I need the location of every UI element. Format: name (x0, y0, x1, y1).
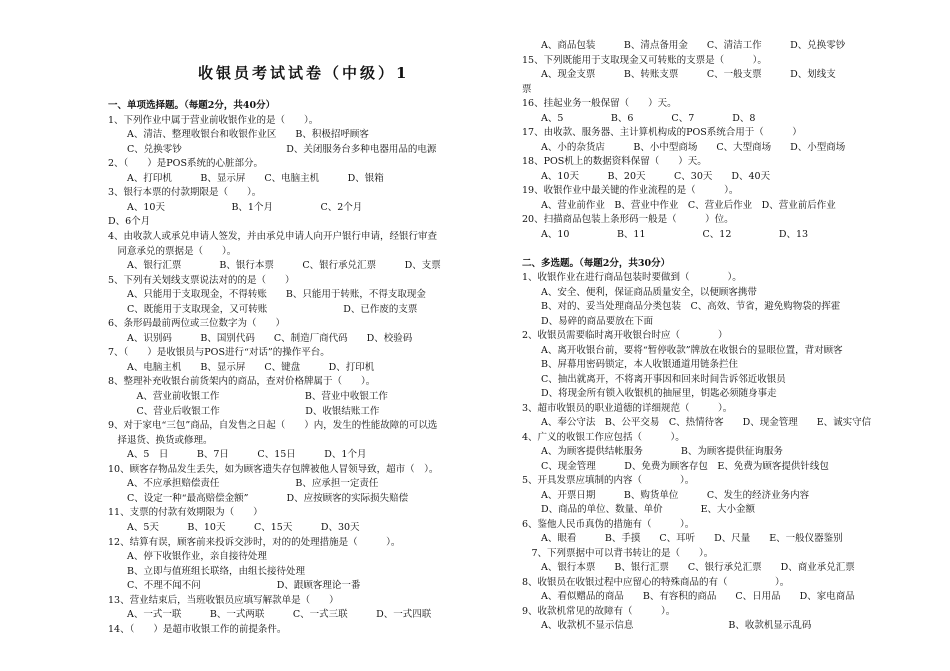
question-line: 6、条形码最前两位或三位数字为（ ） (108, 318, 286, 330)
question-line: A、10天 B、1个月 C、2个月 (108, 201, 363, 213)
question-line: D、将现金所有锁入收银机的抽屉里，钥匙必须随身事走 (522, 388, 777, 399)
question-line: A、只能用于支取现金，不得转账 B、只能用于转账，不得支取现金 (108, 289, 426, 301)
question-line: A、看似赠品的商品 B、有容积的商品 C、日用品 D、家电商品 (522, 591, 855, 602)
question-line: 7、下列票据中可以背书转让的是（ ）。 (522, 547, 714, 559)
question-line: A、小的杂货店 B、小中型商场 C、大型商场 D、小型商场 (522, 141, 846, 153)
question-line: 2、收银员需要临时离开收银台时应（ ） (522, 330, 728, 341)
question-line: A、营业前作业 B、营业中作业 C、营业后作业 D、营业前后作业 (522, 199, 836, 211)
question-line: 19、收银作业中最关键的作业流程的是（ ）。 (522, 185, 739, 196)
question-line: A、一式一联 B、一式两联 C、一式三联 D、一式四联 (108, 609, 432, 621)
question-line: A、10 B、11 C、12 D、13 (522, 228, 809, 240)
question-line: 3、银行本票的付款期限是（ ）。 (108, 187, 262, 199)
question-line: A、清洁、整理收银台和收银作业区 B、积极招呼顾客 (108, 129, 369, 141)
question-line: 票 (522, 83, 532, 95)
question-line: A、10天 B、20天 C、30天 D、40天 (522, 170, 771, 182)
question-line: 4、广义的收银工作应包括（ ）。 (522, 431, 685, 443)
question-line: 9、对于家电“三包”商品，自发售之日起（ ）内，发生的性能故障的可以选 (108, 420, 438, 432)
section-heading: 二、多选题。（每题2分，共30分） (522, 257, 671, 269)
question-line: 5、下列有关划线支票说法对的的是（ ） (108, 274, 295, 286)
exam-title: 收银员考试试卷（中级）1 (198, 64, 410, 82)
question-line: 14、（ ）是超市收银工作的前提条件。 (108, 623, 287, 635)
question-line: D、6个月 (108, 216, 151, 228)
question-line: B、对的、妥当处理商品分类包装 C、高效、节省，避免购物袋的挥霍 (522, 301, 841, 312)
question-line: A、识别码 B、国别代码 C、制造厂商代码 D、校验码 (108, 332, 413, 344)
question-line: 6、鉴他人民币真伪的措施有（ ）。 (522, 518, 695, 530)
question-line: A、奉公守法 B、公平交易 C、热情待客 D、现金管理 E、诚实守信 (522, 417, 872, 428)
question-line: A、眼看 B、手摸 C、耳听 D、尺量 E、一般仪器鉴别 (522, 533, 843, 544)
question-line: C、既能用于支取现金，又可转账 D、已作废的支票 (108, 303, 418, 315)
question-line: A、停下收银作业，亲自接待处理 (108, 551, 267, 563)
question-line: C、营业后收银工作 D、收银结账工作 (108, 405, 380, 417)
question-line: C、不理不闻不问 D、跟顾客理论一番 (108, 580, 361, 592)
question-line: 20、扫描商品包装上条形码一般是（ ）位。 (522, 214, 734, 225)
question-line: A、5 日 B、7日 C、15日 D、1个月 (108, 449, 367, 461)
question-line: 17、由收款、服务器、主计算机构成的POS系统合用于（ ） (522, 127, 802, 138)
question-line: 8、收银员在收银过程中应留心的特殊商品的有（ ）。 (522, 576, 790, 588)
question-line: A、银行本票 B、银行汇票 C、银行承兑汇票 D、商业承兑汇票 (522, 562, 855, 573)
question-line: A、营业前收银工作 B、营业中收银工作 (108, 391, 388, 402)
question-line: 5、开具发票应填制的内容（ ）。 (522, 475, 695, 486)
question-line: 4、由收款人或承兑申请人签发，并由承兑申请人向开户银行申请，经银行审查 (108, 230, 438, 242)
question-line: A、商品包装 B、清点备用金 C、清洁工作 D、兑换零钞 (522, 40, 846, 51)
question-line: B、立即与值班组长联络，由组长接待处理 (108, 565, 305, 577)
question-line: 3、超市收银员的职业道德的详细规范（ ）。 (522, 402, 733, 414)
question-line: 同意承兑的票据是（ ）。 (108, 245, 237, 257)
question-line: 9、收款机常见的故障有（ ）。 (522, 605, 676, 617)
question-line: A、电脑主机 B、显示屏 C、键盘 D、打印机 (108, 361, 375, 373)
question-line: 15、下列既能用于支取现金又可转账的支票是（ ）。 (522, 54, 767, 66)
question-line: A、安全、便利，保证商品质量安全，以便顾客携带 (522, 286, 757, 298)
question-line: 8、整理补充收银台前货架内的商品，查对价格牌属于（ ）。 (108, 376, 376, 388)
question-line: 11、支票的付款有效期限为（ ） (108, 507, 263, 519)
question-line: 7、（ ）是收银员与POS进行“对话”的操作平台。 (108, 347, 330, 359)
question-line: A、现金支票 B、转账支票 C、一般支票 D、划线支 (522, 69, 836, 80)
question-line: A、打印机 B、显示屏 C、电脑主机 D、银箱 (108, 172, 384, 184)
question-line: D、商品的单位、数量、单价 E、大小金额 (522, 504, 756, 515)
question-line: A、开票日期 B、购货单位 C、发生的经济业务内容 (522, 489, 810, 501)
question-line: 10、顾客存物品发生丢失，如为顾客遗失存包牌被他人冒领导致，超市（ ）。 (108, 463, 439, 475)
question-line: 18、POS机上的数据资料保留（ ）天。 (522, 156, 707, 167)
question-line: C、设定一种“最高赔偿金额” D、应按顾客的实际损失赔偿 (108, 492, 409, 504)
question-line: 1、收银作业在进行商品包装时要做到（ ）。 (522, 272, 742, 283)
question-line: 择退货、换货或修理。 (108, 434, 213, 446)
question-line: A、为顾客提供结帐服务 B、为顾客提供征询服务 (522, 446, 783, 457)
question-line: 16、挂起业务一般保留（ ）天。 (522, 98, 677, 109)
question-line: B、屏幕用密码锁定，本人收银通道用链条拦住 (522, 359, 738, 370)
question-line: A、5 B、6 C、7 D、8 (522, 112, 756, 124)
question-line: 13、营业结束后，当班收银员应填写解款单是（ ） (108, 594, 339, 606)
question-line: A、5天 B、10天 C、15天 D、30天 (108, 521, 360, 533)
question-line: 1、下列作业中属于营业前收银作业的是（ ）。 (108, 114, 319, 126)
question-line: 12、结算有误，顾客前来投诉交涉时，对的的处理措施是（ ）。 (108, 536, 401, 548)
section-heading: 一、单项选择题。（每题2分，共40分） (108, 100, 276, 111)
question-line: A、不应承担赔偿责任 B、应承担一定责任 (108, 478, 379, 490)
question-line: A、收款机不显示信息 B、收款机显示乱码 (522, 620, 812, 631)
question-line: A、银行汇票 B、银行本票 C、银行承兑汇票 D、支票 (108, 260, 441, 272)
question-line: C、兑换零钞 D、关闭服务台多种电器用品的电源 (108, 143, 437, 155)
question-line: C、现金管理 D、免费为顾客存包 E、免费为顾客提供针线包 (522, 460, 829, 472)
question-line: A、离开收银台前，要将“暂停收款”牌放在收银台的显眼位置，背对顾客 (522, 344, 843, 356)
question-line: D、易碎的商品要放在下面 (522, 315, 654, 327)
question-line: C、抽出就离开，不将离开事因和回来时间告诉邻近收银员 (522, 373, 786, 385)
question-line: 2、（ ）是POS系统的心脏部分。 (108, 158, 263, 170)
